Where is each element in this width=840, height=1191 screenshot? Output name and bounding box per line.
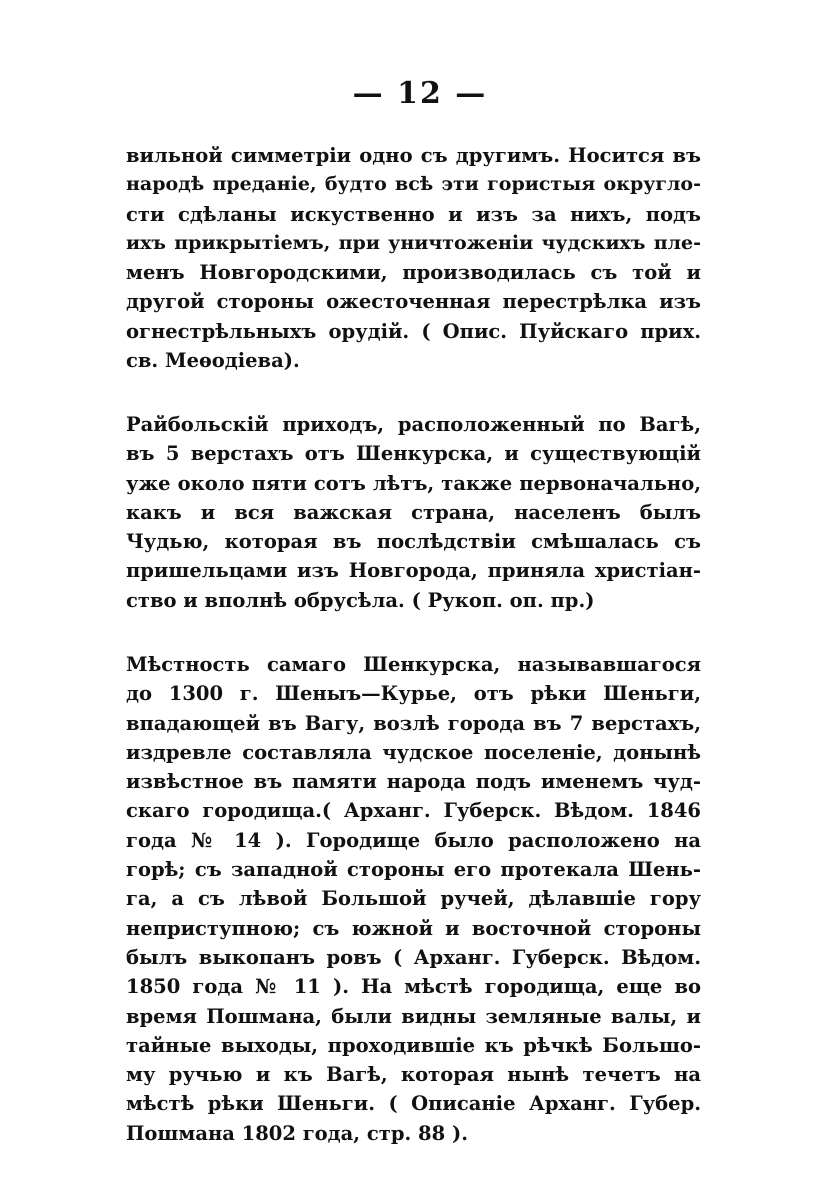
text-line: пришельцами изъ Новгорода, приняла христіан- — [126, 559, 701, 583]
text-line: уже около пяти сотъ лѣтъ, также первоначально, — [126, 471, 701, 495]
text-line: въ 5 верстахъ отъ Шенкурска, и существующій — [126, 442, 701, 466]
text-line: издревле составляла чудское поселеніе, донынѣ — [126, 740, 701, 764]
text-line: 1850 года № 11 ). На мѣстѣ городища, еще во — [126, 975, 701, 999]
text-line: тайные выходы, проходившіе къ рѣчкѣ Большо- — [126, 1033, 701, 1057]
text-line: вильной симметріи одно съ другимъ. Носится въ — [126, 144, 701, 167]
paragraph-1 — [126, 141, 701, 375]
text-line: скаго городища.( Арханг. Губерск. Вѣдом. 1846 — [126, 799, 701, 823]
text-line: Мѣстность самаго Шенкурска, называвшагося — [126, 653, 701, 676]
text-line: до 1300 г. Шеныъ—Курье, отъ рѣки Шеньги, — [126, 682, 701, 706]
text-line: извѣстное въ памяти народа подъ именемъ чуд- — [126, 770, 701, 794]
text-line: св. Меѳодіева). — [126, 349, 300, 373]
text-line: огнестрѣльныхъ орудій. ( Опис. Пуйскаго прих. — [126, 319, 701, 343]
page-number: — 12 — — [352, 76, 488, 111]
text-line: другой стороны ожесточенная перестрѣлка изъ — [126, 290, 701, 314]
text-line: га, а съ лѣвой Большой ручей, дѣлавшіе гору — [126, 887, 701, 911]
paragraph-2 — [126, 410, 701, 615]
text-line: менъ Новгородскими, производилась съ той и — [126, 261, 701, 285]
text-line: Пошмана 1802 года, стр. 88 ). — [126, 1121, 468, 1145]
text-line: Райбольскій приходъ, расположенный по Вагѣ, — [126, 413, 701, 436]
text-line: впадающей въ Вагу, возлѣ города въ 7 верстахъ, — [126, 711, 701, 735]
text-line: какъ и вся важская страна, населенъ былъ — [126, 500, 701, 524]
text-line: ихъ прикрытіемъ, при уничтоженіи чудскихъ пле- — [126, 231, 701, 254]
text-line: мѣстѣ рѣки Шеньги. ( Описаніе Арханг. Губер. — [126, 1092, 701, 1116]
text-line: горѣ; съ западной стороны его протекала Шень- — [126, 858, 701, 882]
paragraph-3 — [126, 650, 701, 1148]
text-line: время Пошмана, были видны земляные валы, и — [126, 1004, 701, 1028]
text-line: года № 14 ). Городище было расположено на — [126, 828, 701, 852]
text-line: народѣ преданіе, будто всѣ эти гористыя округло- — [126, 173, 701, 196]
text-line: Чудью, которая въ послѣдствіи смѣшалась съ — [126, 530, 701, 554]
text-line: былъ выкопанъ ровъ ( Арханг. Губерск. Вѣдом. — [126, 945, 701, 969]
text-line: ство и вполнѣ обрусѣла. ( Рукоп. оп. пр.) — [126, 588, 595, 612]
text-line: сти сдѣланы искуственно и изъ за нихъ, подъ — [126, 202, 701, 226]
text-line: му ручью и къ Вагѣ, которая нынѣ течетъ на — [126, 1063, 701, 1087]
text-line: неприступною; съ южной и восточной стороны — [126, 916, 701, 940]
